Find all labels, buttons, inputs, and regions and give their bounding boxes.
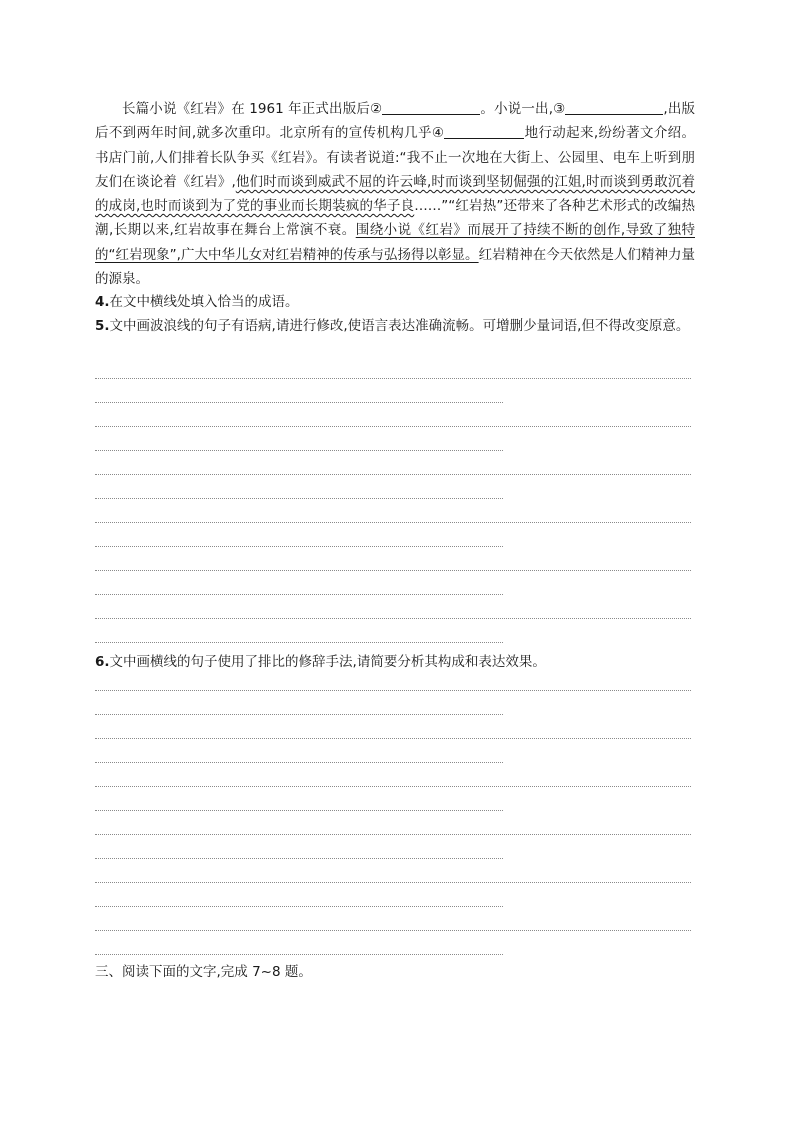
q6-answer-line[interactable] (95, 714, 503, 715)
q5-answer-line[interactable] (95, 642, 503, 643)
passage-text-4: 地行动起来,纷纷著文介绍。书店门前,人们排着长队争买《红岩》。有读者说道:“我不止一次地在大街上、公园里、电车上听到朋友们在谈论着《红岩》, (95, 125, 696, 190)
q6-answer-line[interactable] (95, 690, 691, 691)
passage-text-3: ,出版后不到两年时间,就多次重印。北京所有的宣传机构几乎 (95, 101, 695, 142)
marker-4: ④ (431, 125, 445, 142)
q6-answer-line[interactable] (95, 954, 503, 955)
q6-answer-line[interactable] (95, 882, 691, 883)
reading-passage (95, 97, 695, 291)
question-6-text: 文中画横线的句子使用了排比的修辞手法,请简要分析其构成和表达效果。 (109, 654, 546, 670)
q5-answer-line[interactable] (95, 474, 691, 475)
q6-answer-line[interactable] (95, 906, 503, 907)
q5-answer-line[interactable] (95, 426, 691, 427)
answer-blank-4[interactable] (444, 123, 524, 139)
q6-answer-line[interactable] (95, 858, 503, 859)
q5-answer-line[interactable] (95, 594, 503, 595)
marker-3: ③ (552, 101, 566, 117)
q6-answer-line[interactable] (95, 738, 691, 739)
q5-answer-line[interactable] (95, 522, 691, 523)
question-4-text: 在文中横线处填入恰当的成语。 (109, 294, 299, 310)
q5-answer-line[interactable] (95, 378, 691, 379)
q5-answer-line[interactable] (95, 498, 503, 499)
marker-2: ② (370, 101, 383, 117)
answer-blank-3[interactable] (565, 99, 663, 115)
q5-answer-line[interactable] (95, 570, 691, 571)
q6-answer-line[interactable] (95, 810, 503, 811)
q6-answer-line[interactable] (95, 930, 691, 931)
q5-answer-line[interactable] (95, 546, 503, 547)
passage-text-2: 。小说一出, (480, 101, 553, 117)
q5-answer-line[interactable] (95, 618, 691, 619)
section-3-heading: 三、阅读下面的文字,完成 7~8 题。 (95, 964, 312, 980)
q5-answer-line[interactable] (95, 450, 503, 451)
answer-blank-2[interactable] (382, 99, 480, 115)
question-5-text: 文中画波浪线的句子有语病,请进行修改,使语言表达准确流畅。可增删少量词语,但不得改变原意。 (109, 318, 690, 334)
q6-answer-line[interactable] (95, 762, 503, 763)
question-4-number: 4. (95, 294, 110, 310)
question-6 (95, 650, 695, 674)
straight-underlined-sentence: 围绕小说《红岩》而展开了持续不断的创作,导致了独特的“红岩现象”,广大中华儿女对红岩精神的传承与弘扬得以彰显。 (95, 222, 695, 263)
q6-answer-line[interactable] (95, 834, 691, 835)
wavy-underlined-sentence: 他们时而谈到威武不屈的许云峰,时而谈到坚韧倔强的江姐,时而谈到勇敢沉着的成岗,也时而谈到为了党的事业而长期装疯的华子良 (95, 173, 695, 215)
q5-answer-line[interactable] (95, 402, 503, 403)
question-5-number: 5. (95, 318, 110, 334)
passage-text-5: ……”“红岩热”还带来了各种艺术形式的改编热潮,长期以来,红岩故事在舞台上常演不衰。 (95, 198, 695, 239)
question-6-number: 6. (95, 654, 110, 670)
question-5 (95, 314, 695, 338)
q6-answer-line[interactable] (95, 786, 691, 787)
passage-text-6: 红岩精神在今天依然是人们精神力量的源泉。 (95, 246, 696, 288)
passage-text-1: 长篇小说《红岩》在 1961 年正式出版后 (122, 101, 371, 117)
question-4 (95, 290, 695, 314)
